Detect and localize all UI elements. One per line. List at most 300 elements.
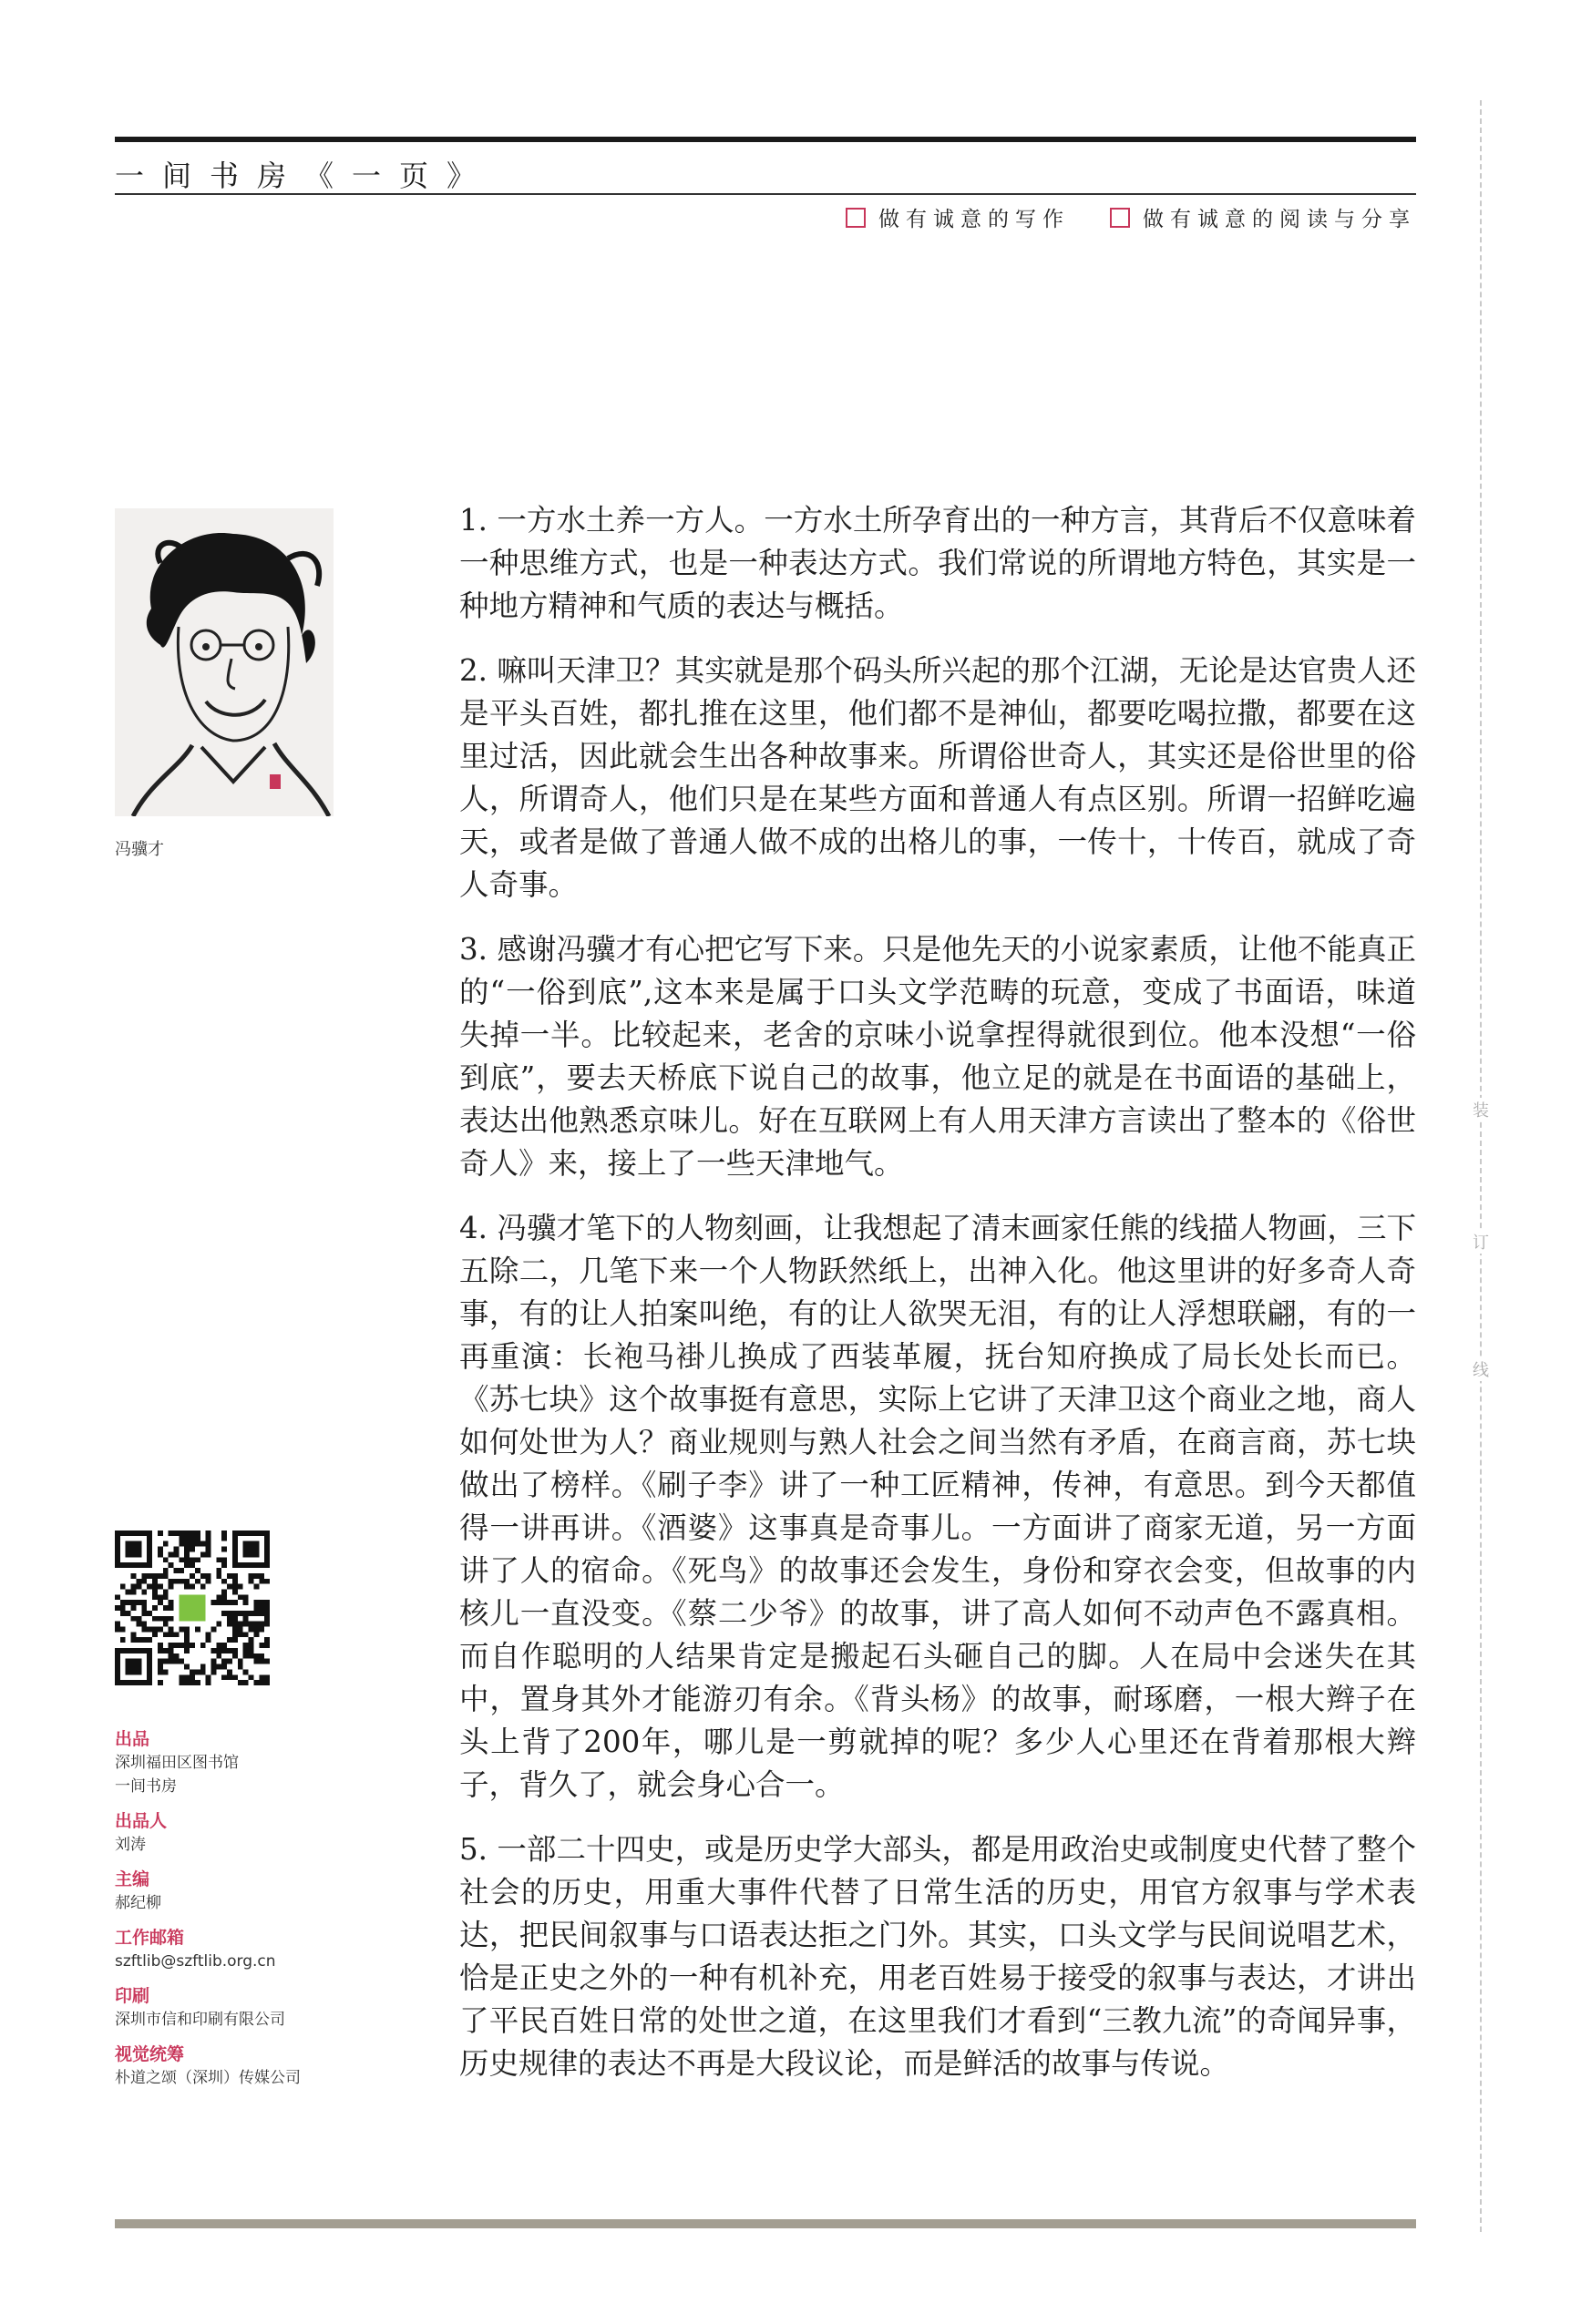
qr-module [216, 1664, 221, 1670]
qr-module [179, 1557, 184, 1562]
qr-module [243, 1600, 249, 1605]
qr-module [232, 1632, 238, 1637]
qr-module [249, 1579, 254, 1584]
qr-module [216, 1600, 221, 1605]
qr-module [195, 1531, 200, 1536]
qr-module [158, 1584, 163, 1590]
credit-publisher [115, 1809, 388, 1857]
qr-module [206, 1536, 211, 1541]
credit-label: 主编 [115, 1869, 150, 1889]
qr-code-icon [115, 1531, 270, 1685]
qr-module [184, 1562, 190, 1568]
qr-module [169, 1659, 174, 1664]
qr-module [221, 1562, 227, 1568]
qr-module [200, 1541, 206, 1547]
qr-module [190, 1541, 195, 1547]
qr-module [184, 1551, 190, 1557]
qr-module [141, 1573, 147, 1579]
qr-module [158, 1531, 163, 1536]
footer-rule [115, 2219, 1416, 2228]
qr-module [264, 1622, 270, 1627]
qr-module [195, 1579, 200, 1584]
qr-module [147, 1611, 152, 1616]
qr-module [253, 1600, 259, 1605]
qr-module [264, 1611, 270, 1616]
qr-module [152, 1605, 158, 1611]
qr-module [243, 1653, 249, 1659]
credit-label: 出品人 [115, 1811, 168, 1831]
slogan-writing-text: 做有诚意的写作 [878, 208, 1070, 231]
checkbox-icon [1110, 208, 1130, 228]
qr-module [163, 1632, 169, 1637]
qr-module [147, 1573, 152, 1579]
qr-module [200, 1573, 206, 1579]
qr-module [259, 1627, 264, 1633]
qr-module [253, 1653, 259, 1659]
qr-module [195, 1541, 200, 1547]
qr-module [141, 1622, 147, 1627]
qr-module [238, 1584, 243, 1590]
qr-module [264, 1659, 270, 1664]
qr-module [221, 1600, 227, 1605]
qr-module [259, 1605, 264, 1611]
qr-module [253, 1611, 259, 1616]
qr-module [126, 1611, 131, 1616]
qr-module [206, 1573, 211, 1579]
qr-module [115, 1622, 120, 1627]
qr-module [169, 1605, 174, 1611]
qr-module [184, 1643, 190, 1648]
qr-module [158, 1643, 163, 1648]
portrait-caption: 冯骥才 [115, 840, 164, 859]
qr-module [163, 1605, 169, 1611]
qr-module [259, 1622, 264, 1627]
qr-module [249, 1637, 254, 1643]
qr-module [259, 1643, 264, 1648]
qr-module [163, 1594, 169, 1600]
credit-value: 深圳市信和印刷有限公司 [115, 2011, 285, 2029]
qr-module [206, 1579, 211, 1584]
qr-module [264, 1637, 270, 1643]
qr-module [184, 1632, 190, 1637]
qr-module [152, 1632, 158, 1637]
qr-module [179, 1627, 184, 1633]
qr-module [264, 1616, 270, 1622]
qr-module [179, 1579, 184, 1584]
qr-module [126, 1589, 131, 1594]
article-body [459, 499, 1416, 2107]
qr-module [163, 1622, 169, 1627]
qr-module [221, 1643, 227, 1648]
qr-module [264, 1643, 270, 1648]
qr-module [253, 1573, 259, 1579]
qr-module [141, 1627, 147, 1633]
qr-module [195, 1536, 200, 1541]
qr-module [169, 1600, 174, 1605]
qr-module [136, 1584, 141, 1590]
qr-module [211, 1648, 217, 1653]
article-paragraph: 5. 一部二十四史，或是历史学大部头，都是用政治史或制度史代替了整个社会的历史，用重大事件代替了日常生活的历史，用官方叙事与学术表达，把民间叙事与口语表达拒之门外。其实，口头文学与民间说唱艺术，恰是正史之外的一种有机补充，用老百姓易于接受的叙事与表达，才讲出了平民百姓日常的处世之道，在这里我们才看到“三教九流”的奇闻异事，历史规律的表达不再是大段议论，而是鲜活的故事与传说。 [459, 1832, 1416, 2081]
qr-module [232, 1573, 238, 1579]
qr-module [184, 1627, 190, 1633]
qr-module [200, 1669, 206, 1674]
qr-module [243, 1611, 249, 1616]
qr-module [227, 1616, 232, 1622]
qr-module [253, 1605, 259, 1611]
qr-module [232, 1627, 238, 1633]
qr-module [232, 1653, 238, 1659]
qr-module [206, 1674, 211, 1680]
qr-module [184, 1680, 190, 1685]
article-paragraph: 3. 感谢冯骥才有心把它写下来。只是他先天的小说家素质，让他不能真正的“一俗到底”,这本来是属于口头文学范畴的玩意，变成了书面语，味道失掉一半。比较起来，老舍的京味小说拿捏得就很到位。他本没想“一俗到底”，要去天桥底下说自己的故事，他立足的就是在书面语的基础上，表达出他熟悉京味儿。好在互联网上有人用天津方言读出了整本的《俗世奇人》来，接上了一些天津地气。 [459, 932, 1416, 1181]
qr-module [173, 1643, 179, 1648]
qr-module [131, 1605, 137, 1611]
qr-module [206, 1680, 211, 1685]
credit-label: 工作邮箱 [115, 1928, 185, 1948]
qr-module [259, 1653, 264, 1659]
qr-module [227, 1669, 232, 1674]
article-paragraph: 2. 嘛叫天津卫？其实就是那个码头所兴起的那个江湖，无论是达官贵人还是平头百姓，都扎推在这里，他们都不是神仙，都要吃喝拉撒，都要在这里过活，因此就会生出各种故事来。所谓俗世奇人，其实还是俗世里的俗人，所谓奇人，他们只是在某些方面和普通人有点区别。所谓一招鲜吃遍天，或者是做了普通人做不成的出格儿的事，一传十，十传百，就成了奇人奇事。 [459, 653, 1416, 902]
qr-module [179, 1659, 184, 1664]
qr-module [179, 1541, 184, 1547]
qr-module [253, 1632, 259, 1637]
qr-module [115, 1605, 120, 1611]
masthead-bottom-rule [115, 193, 1416, 195]
qr-module [158, 1680, 163, 1685]
qr-module [179, 1531, 184, 1536]
qr-module [190, 1680, 195, 1685]
qr-module [158, 1616, 163, 1622]
qr-module [232, 1584, 238, 1590]
qr-module [136, 1616, 141, 1622]
credit-value: 一间书房 [115, 1777, 177, 1796]
qr-module [221, 1547, 227, 1552]
qr-module [249, 1643, 254, 1648]
qr-code-graphic-icon [115, 1531, 270, 1685]
qr-module [158, 1664, 163, 1670]
qr-module [238, 1594, 243, 1600]
qr-module [238, 1659, 243, 1664]
qr-module [131, 1637, 137, 1643]
qr-module [179, 1643, 184, 1648]
qr-module [211, 1659, 217, 1664]
qr-module [115, 1627, 120, 1633]
qr-module [147, 1637, 152, 1643]
qr-module [206, 1632, 211, 1637]
article-paragraph: 4. 冯骥才笔下的人物刻画，让我想起了清末画家任熊的线描人物画，三下五除二，几笔下来一个人物跃然纸上，出神入化。他这里讲的好多奇人奇事，有的让人拍案叫绝，有的让人欲哭无泪，有的让人浮想联翩，有的一再重演：长袍马褂儿换成了西装革履，抚台知府换成了局长处长而已。《苏七块》这个故事挺有意思，实际上它讲了天津卫这个商业之地，商人如何处世为人？商业规则与熟人社会之间当然有矛盾，在商言商，苏七块做出了榜样。《刷子李》讲了一种工匠精神，传神，有意思。到今天都值得一讲再讲。《酒婆》这事真是奇事儿。一方面讲了商家无道，另一方面讲了人的宿命。《死鸟》的故事还会发生，身份和穿衣会变，但故事的内核儿一直没变。《蔡二少爷》的故事，讲了高人如何不动声色不露真相。而自作聪明的人结果肯定是搬起石头砸自己的脚。人在局中会迷失在其中，置身其外才能游刃有余。《背头杨》的故事，耐琢磨，一根大辫子在头上背了200年，哪儿是一剪就掉的呢？多少人心里还在背着那根大辫子，背久了，就会身心合一。 [459, 1211, 1416, 1802]
credit-label: 出品 [115, 1729, 150, 1749]
qr-module [158, 1659, 163, 1664]
qr-module [152, 1594, 158, 1600]
qr-module [216, 1557, 221, 1562]
qr-module [169, 1653, 174, 1659]
qr-module [238, 1680, 243, 1685]
slogan-writing [846, 202, 1070, 232]
qr-module [169, 1584, 174, 1590]
qr-module [206, 1541, 211, 1547]
qr-module [259, 1573, 264, 1579]
qr-module [216, 1622, 221, 1627]
qr-module [249, 1622, 254, 1627]
qr-module [163, 1589, 169, 1594]
qr-module [179, 1568, 184, 1573]
qr-module [169, 1579, 174, 1584]
qr-module [243, 1616, 249, 1622]
qr-module [141, 1611, 147, 1616]
qr-module [195, 1568, 200, 1573]
qr-module [158, 1594, 163, 1600]
qr-module [249, 1674, 254, 1680]
qr-module [227, 1648, 232, 1653]
qr-module [173, 1653, 179, 1659]
qr-module [158, 1648, 163, 1653]
article-paragraph: 1. 一方水土养一方人。一方水土所孕育出的一种方言，其背后不仅意味着一种思维方式，也是一种表达方式。我们常说的所谓地方特色，其实是一种地方精神和气质的表达与概括。 [459, 503, 1416, 623]
qr-module [184, 1557, 190, 1562]
credit-value: 刘涛 [115, 1836, 146, 1854]
qr-module [195, 1669, 200, 1674]
qr-module [200, 1664, 206, 1670]
qr-module [206, 1547, 211, 1552]
credits-block [115, 1727, 388, 2101]
credit-producer [115, 1727, 388, 1798]
qr-module [152, 1589, 158, 1594]
qr-module [243, 1680, 249, 1685]
qr-module [200, 1551, 206, 1557]
qr-module [163, 1616, 169, 1622]
qr-module [158, 1627, 163, 1633]
qr-module [211, 1669, 217, 1674]
qr-module [259, 1611, 264, 1616]
qr-module [211, 1627, 217, 1633]
slogan-reading [1110, 202, 1416, 232]
qr-module [264, 1680, 270, 1685]
qr-module [115, 1594, 120, 1600]
qr-module [126, 1600, 131, 1605]
qr-module [221, 1536, 227, 1541]
credit-value: szftlib@szftlib.org.cn [115, 1952, 276, 1971]
qr-module [221, 1531, 227, 1536]
qr-module [243, 1643, 249, 1648]
qr-module [221, 1579, 227, 1584]
credit-value: 深圳福田区图书馆 [115, 1754, 239, 1772]
qr-module [131, 1600, 137, 1605]
masthead-top-rule [115, 137, 1416, 142]
qr-module [184, 1584, 190, 1590]
qr-module [227, 1573, 232, 1579]
qr-module [141, 1600, 147, 1605]
qr-module [232, 1611, 238, 1616]
qr-module [227, 1659, 232, 1664]
masthead-title: 一间书房《一页》 [115, 159, 495, 193]
qr-module [169, 1551, 174, 1557]
qr-module [179, 1536, 184, 1541]
qr-module [152, 1584, 158, 1590]
portrait-sketch-icon [115, 508, 334, 816]
credit-printing [115, 1984, 388, 2032]
qr-module [179, 1674, 184, 1680]
qr-module [253, 1622, 259, 1627]
qr-module [232, 1589, 238, 1594]
qr-module [169, 1632, 174, 1637]
qr-module [221, 1557, 227, 1562]
qr-module [211, 1600, 217, 1605]
binding-dashed-line [1480, 100, 1482, 2232]
qr-module [131, 1584, 137, 1590]
qr-module [131, 1573, 137, 1579]
qr-module [232, 1616, 238, 1622]
qr-module [253, 1584, 259, 1590]
qr-module [227, 1584, 232, 1590]
qr-module [200, 1584, 206, 1590]
qr-module [232, 1648, 238, 1653]
qr-module [131, 1632, 137, 1637]
checkbox-icon [846, 208, 866, 228]
qr-module [184, 1648, 190, 1653]
qr-module [136, 1579, 141, 1584]
qr-module [169, 1531, 174, 1536]
qr-module [259, 1600, 264, 1605]
qr-module [169, 1562, 174, 1568]
qr-module [227, 1611, 232, 1616]
qr-module [120, 1605, 126, 1611]
credit-email [115, 1926, 388, 1973]
qr-module [238, 1632, 243, 1637]
qr-module [136, 1637, 141, 1643]
qr-module [216, 1643, 221, 1648]
qr-module [249, 1573, 254, 1579]
qr-module [232, 1600, 238, 1605]
qr-module [184, 1579, 190, 1584]
qr-module [190, 1669, 195, 1674]
qr-module [243, 1669, 249, 1674]
qr-module [227, 1674, 232, 1680]
qr-module [232, 1579, 238, 1584]
qr-module [152, 1616, 158, 1622]
qr-module [238, 1627, 243, 1633]
qr-module [163, 1557, 169, 1562]
qr-module [169, 1616, 174, 1622]
qr-module [120, 1627, 126, 1633]
qr-module [216, 1594, 221, 1600]
qr-module [190, 1531, 195, 1536]
qr-module [163, 1541, 169, 1547]
qr-module [147, 1584, 152, 1590]
qr-module [184, 1664, 190, 1670]
qr-module [206, 1531, 211, 1536]
qr-module [184, 1637, 190, 1643]
qr-module [238, 1622, 243, 1627]
qr-module [163, 1568, 169, 1573]
qr-module [249, 1648, 254, 1653]
credit-visual [115, 2042, 388, 2090]
qr-module [136, 1622, 141, 1627]
qr-module [190, 1573, 195, 1579]
qr-module [264, 1674, 270, 1680]
slogan-bar [846, 202, 1416, 232]
qr-module [120, 1600, 126, 1605]
qr-module [190, 1536, 195, 1541]
qr-module [211, 1664, 217, 1670]
qr-module [259, 1659, 264, 1664]
qr-module [264, 1600, 270, 1605]
qr-module [206, 1637, 211, 1643]
slogan-reading-text: 做有诚意的阅读与分享 [1143, 208, 1416, 231]
qr-module [253, 1680, 259, 1685]
qr-module [216, 1653, 221, 1659]
credit-label: 视觉统筹 [115, 2044, 185, 2064]
author-portrait [115, 508, 334, 816]
qr-module [173, 1551, 179, 1557]
qr-module [206, 1551, 211, 1557]
qr-module [190, 1674, 195, 1680]
qr-module [131, 1616, 137, 1622]
qr-module [152, 1627, 158, 1633]
qr-module [169, 1643, 174, 1648]
qr-module [184, 1547, 190, 1552]
qr-module [141, 1637, 147, 1643]
qr-module [158, 1573, 163, 1579]
qr-module [221, 1664, 227, 1670]
qr-module [221, 1674, 227, 1680]
qr-module [190, 1562, 195, 1568]
qr-module [227, 1637, 232, 1643]
qr-module [221, 1648, 227, 1653]
qr-module [158, 1600, 163, 1605]
qr-module [264, 1579, 270, 1584]
qr-module [238, 1664, 243, 1670]
binding-char: 装 [1471, 1098, 1491, 1121]
qr-module [184, 1541, 190, 1547]
qr-module [141, 1589, 147, 1594]
qr-module [243, 1648, 249, 1653]
qr-module [190, 1557, 195, 1562]
credit-editor [115, 1868, 388, 1915]
qr-module [232, 1622, 238, 1627]
qr-module [195, 1627, 200, 1633]
qr-module [190, 1584, 195, 1590]
qr-module [163, 1573, 169, 1579]
qr-module [227, 1622, 232, 1627]
qr-module [147, 1627, 152, 1633]
qr-module [184, 1536, 190, 1541]
qr-module [243, 1594, 249, 1600]
qr-module [141, 1605, 147, 1611]
qr-module [173, 1547, 179, 1552]
qr-module [120, 1637, 126, 1643]
binding-char: 线 [1471, 1357, 1491, 1381]
qr-module [243, 1622, 249, 1627]
qr-module [141, 1579, 147, 1584]
qr-module [253, 1659, 259, 1664]
qr-module [173, 1531, 179, 1536]
qr-module [184, 1674, 190, 1680]
qr-module [221, 1594, 227, 1600]
qr-module [253, 1627, 259, 1633]
qr-module [249, 1653, 254, 1659]
qr-module [243, 1632, 249, 1637]
qr-module [136, 1600, 141, 1605]
qr-module [158, 1547, 163, 1552]
qr-module [221, 1659, 227, 1664]
qr-module [200, 1643, 206, 1648]
qr-module [195, 1557, 200, 1562]
qr-module [227, 1600, 232, 1605]
qr-module [120, 1584, 126, 1590]
qr-module [259, 1674, 264, 1680]
qr-module [158, 1669, 163, 1674]
qr-module [173, 1568, 179, 1573]
qr-module [221, 1611, 227, 1616]
